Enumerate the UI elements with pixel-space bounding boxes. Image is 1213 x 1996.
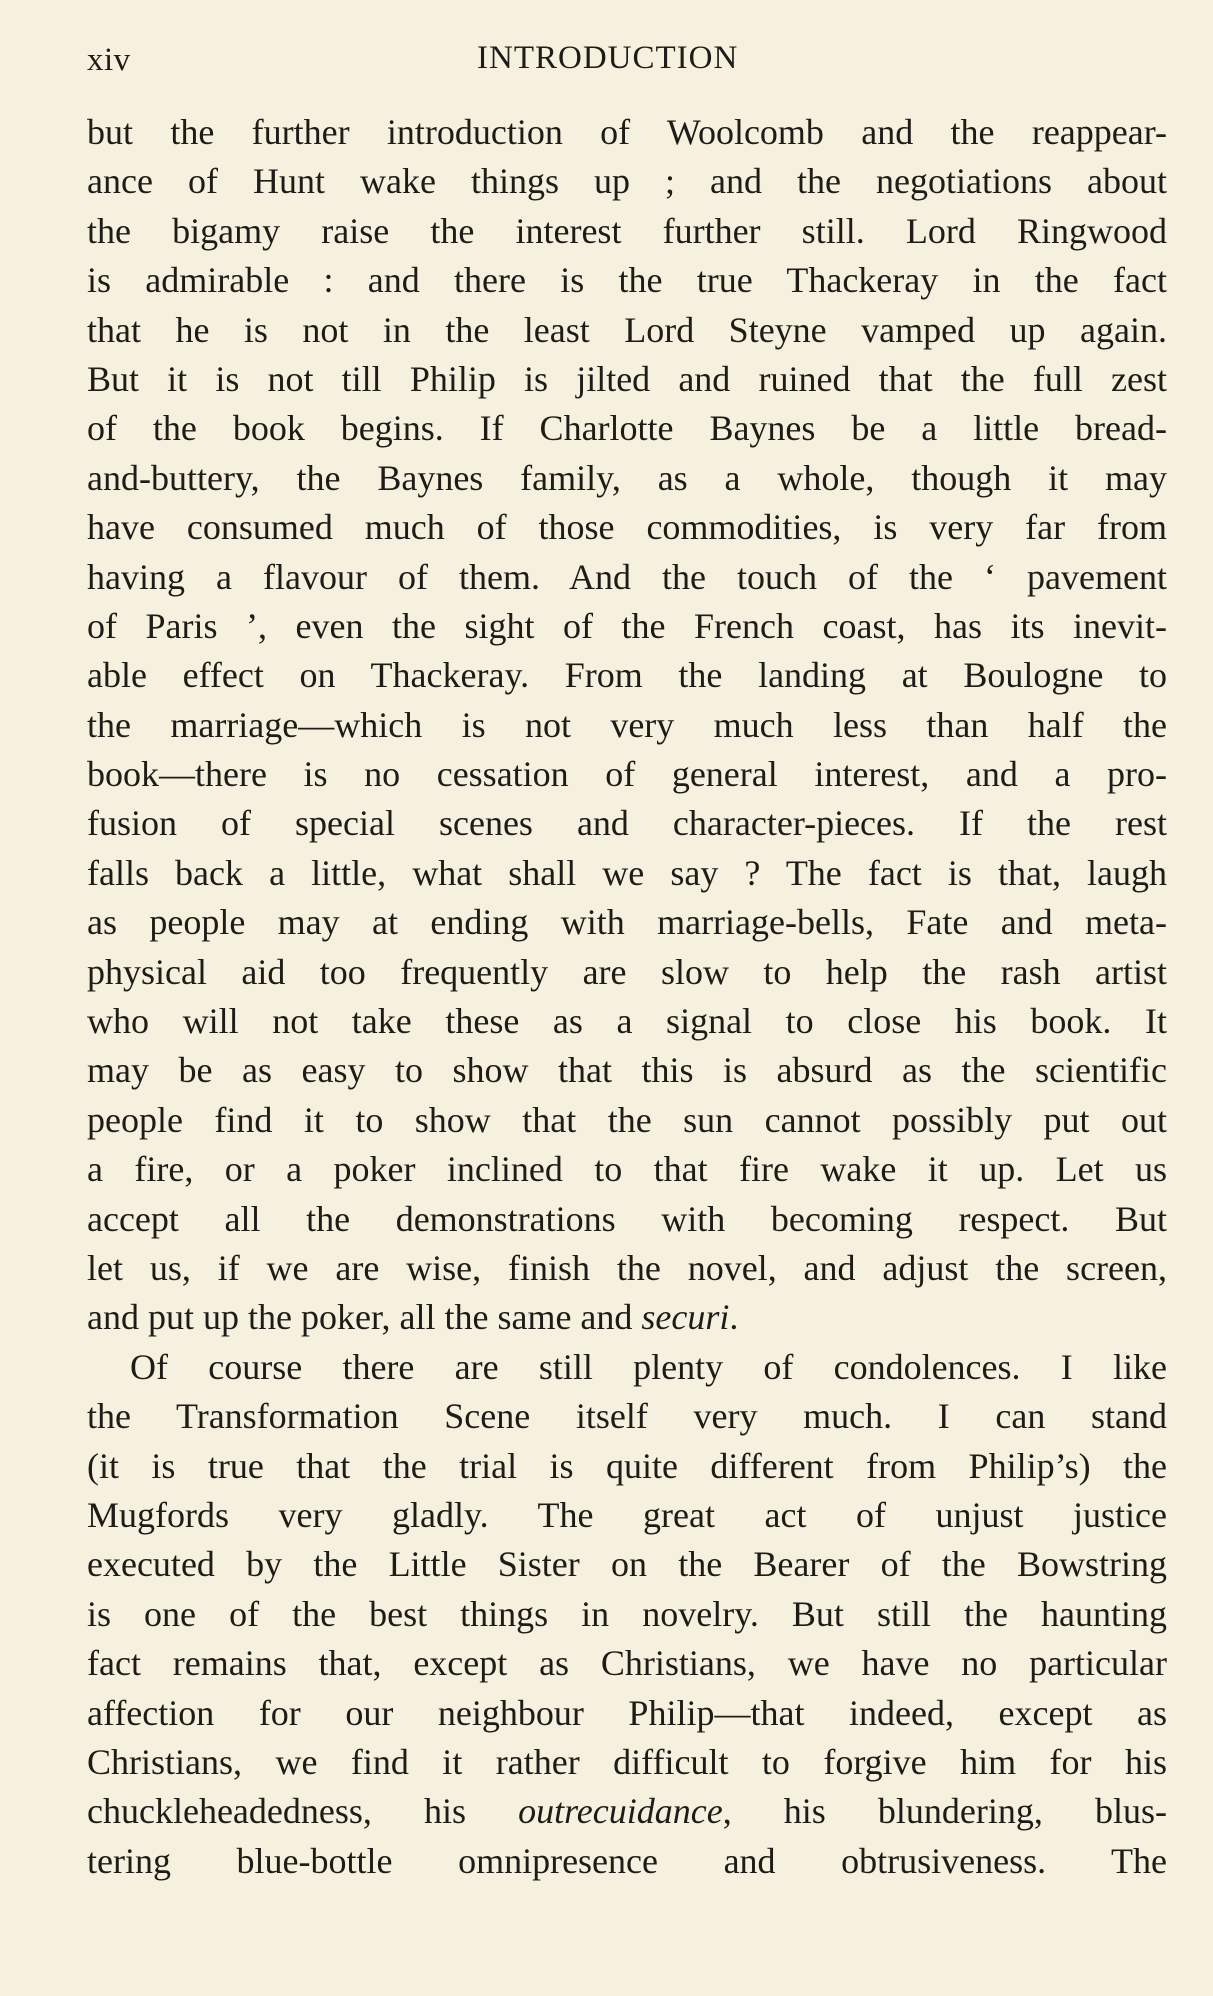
text-line: as people may at ending with marriage-bells, Fate and meta- <box>87 902 1167 943</box>
text-line: But it is not till Philip is jilted and ruined that the full zest <box>87 358 1167 399</box>
text-segment: chuckleheadedness, his <box>87 1791 519 1832</box>
text-line: able effect on Thackeray. From the landing at Boulogne to <box>87 655 1167 696</box>
paragraph-start-line: Of course there are still plenty of condolences. I like <box>130 1346 1167 1387</box>
body-text <box>87 108 1167 1886</box>
text-line: affection for our neighbour Philip—that indeed, except as <box>87 1692 1167 1733</box>
text-line: who will not take these as a signal to close his book. It <box>87 1001 1167 1042</box>
text-line: may be as easy to show that this is absurd as the scientific <box>87 1050 1167 1091</box>
text-line: and-buttery, the Baynes family, as a whole, though it may <box>87 457 1167 498</box>
text-line: executed by the Little Sister on the Bearer of the Bowstring <box>87 1544 1167 1585</box>
text-line: the Transformation Scene itself very much. I can stand <box>87 1396 1167 1437</box>
text-line: having a flavour of them. And the touch of the ‘ pavement <box>87 556 1167 597</box>
text-segment: . <box>729 1297 739 1338</box>
text-line: ance of Hunt wake things up ; and the negotiations about <box>87 161 1167 202</box>
text-line: people find it to show that the sun cannot possibly put out <box>87 1099 1167 1140</box>
text-line: of Paris ’, even the sight of the French coast, has its inevit- <box>87 605 1167 646</box>
text-line: a fire, or a poker inclined to that fire wake it up. Let us <box>87 1149 1167 1190</box>
text-line: but the further introduction of Woolcomb and the reappear- <box>87 112 1167 152</box>
text-line <box>87 1787 1167 1836</box>
text-line: fusion of special scenes and character-pieces. If the rest <box>87 803 1167 844</box>
page-number: xiv <box>87 42 131 78</box>
text-line: of the book begins. If Charlotte Baynes be a little bread- <box>87 408 1167 449</box>
text-line: accept all the demonstrations with becoming respect. But <box>87 1198 1167 1239</box>
italic-word: outrecuidance <box>518 1791 723 1832</box>
paragraph-ending-line <box>87 1293 1167 1342</box>
text-line: Christians, we find it rather difficult to forgive him for his <box>87 1741 1167 1782</box>
text-line: book—there is no cessation of general interest, and a pro- <box>87 754 1167 795</box>
italic-word: securi <box>641 1297 730 1338</box>
text-line: physical aid too frequently are slow to help the rash artist <box>87 951 1167 992</box>
text-line: the bigamy raise the interest further still. Lord Ringwood <box>87 210 1167 251</box>
text-segment: , his blundering, blus- <box>722 1791 1167 1832</box>
text-line: is admirable : and there is the true Thackeray in the fact <box>87 260 1167 301</box>
text-line: have consumed much of those commodities, is very far from <box>87 507 1167 548</box>
running-head <box>87 34 1167 94</box>
text-line: let us, if we are wise, finish the novel, and adjust the screen, <box>87 1247 1167 1288</box>
text-line: falls back a little, what shall we say ? The fact is that, laugh <box>87 852 1167 893</box>
text-line: the marriage—which is not very much less than half the <box>87 704 1167 745</box>
text-line: is one of the best things in novelry. But still the haunting <box>87 1593 1167 1634</box>
text-line: (it is true that the trial is quite different from Philip’s) the <box>87 1445 1167 1486</box>
running-title: INTRODUCTION <box>477 40 739 76</box>
text-line: tering blue-bottle omnipresence and obtrusiveness. The <box>87 1840 1167 1881</box>
text-line: that he is not in the least Lord Steyne vamped up again. <box>87 309 1167 350</box>
text-line: Mugfords very gladly. The great act of unjust justice <box>87 1494 1167 1535</box>
text-segment: and put up the poker, all the same and <box>87 1297 642 1338</box>
text-line: fact remains that, except as Christians, we have no particular <box>87 1643 1167 1684</box>
